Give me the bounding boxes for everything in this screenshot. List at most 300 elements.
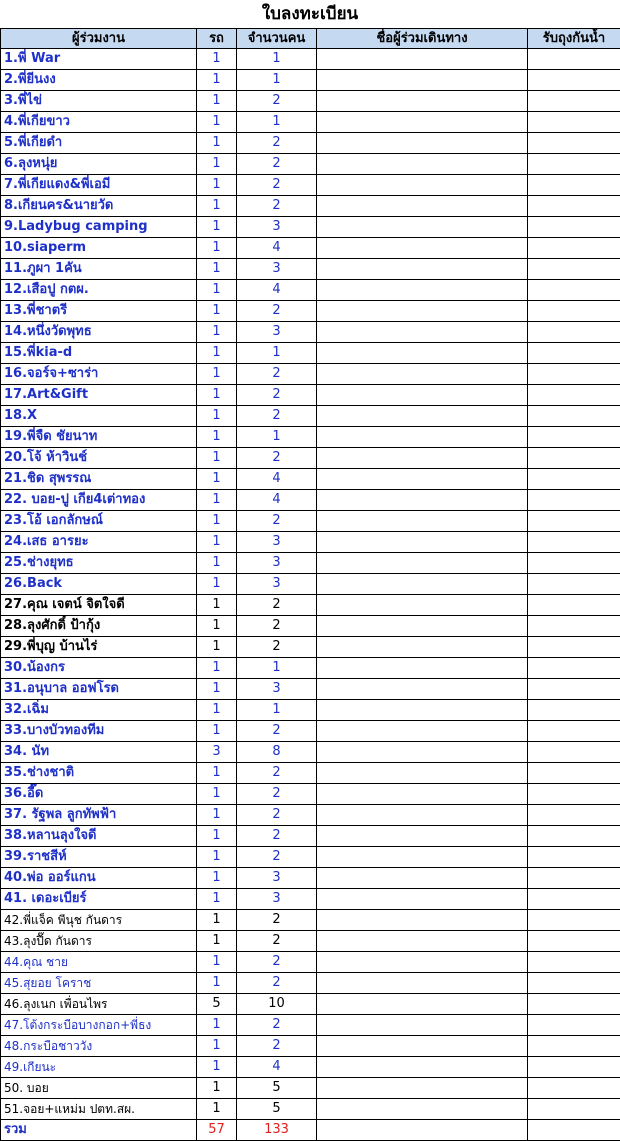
people-cell[interactable]: 2 bbox=[237, 847, 317, 868]
companions-cell[interactable] bbox=[317, 511, 528, 532]
cars-cell[interactable]: 1 bbox=[197, 280, 237, 301]
cars-cell[interactable]: 1 bbox=[197, 595, 237, 616]
waterproof-bag-cell[interactable] bbox=[528, 448, 620, 469]
table-row bbox=[1, 364, 620, 385]
participant-cell[interactable]: 19.พี่จืด ชัยนาท bbox=[1, 427, 197, 448]
people-cell[interactable]: 5 bbox=[237, 1099, 317, 1120]
cars-cell[interactable]: 1 bbox=[197, 847, 237, 868]
waterproof-bag-cell[interactable] bbox=[528, 868, 620, 889]
companions-cell[interactable] bbox=[317, 406, 528, 427]
participant-cell[interactable]: 40.พ่อ ออร์แกน bbox=[1, 868, 197, 889]
total-companions-cell[interactable] bbox=[317, 1120, 528, 1141]
people-cell[interactable]: 4 bbox=[237, 469, 317, 490]
cars-cell[interactable]: 1 bbox=[197, 679, 237, 700]
people-cell[interactable]: 2 bbox=[237, 91, 317, 112]
companions-cell[interactable] bbox=[317, 364, 528, 385]
waterproof-bag-cell[interactable] bbox=[528, 805, 620, 826]
companions-cell[interactable] bbox=[317, 910, 528, 931]
waterproof-bag-cell[interactable] bbox=[528, 847, 620, 868]
companions-cell[interactable] bbox=[317, 427, 528, 448]
companions-cell[interactable] bbox=[317, 595, 528, 616]
companions-cell[interactable] bbox=[317, 973, 528, 994]
participant-cell[interactable]: 29.พี่บุญ บ้านไร่ bbox=[1, 637, 197, 658]
companions-cell[interactable] bbox=[317, 784, 528, 805]
people-cell[interactable]: 2 bbox=[237, 826, 317, 847]
participant-cell[interactable]: 24.เสธ อารยะ bbox=[1, 532, 197, 553]
cars-cell[interactable]: 1 bbox=[197, 784, 237, 805]
companions-cell[interactable] bbox=[317, 1057, 528, 1078]
companions-cell[interactable] bbox=[317, 1078, 528, 1099]
cars-cell[interactable]: 1 bbox=[197, 868, 237, 889]
people-cell[interactable]: 10 bbox=[237, 994, 317, 1015]
companions-cell[interactable] bbox=[317, 805, 528, 826]
companions-cell[interactable] bbox=[317, 931, 528, 952]
people-cell[interactable]: 8 bbox=[237, 742, 317, 763]
participant-cell[interactable]: 8.เกียนคร&นายวัด bbox=[1, 196, 197, 217]
cars-cell[interactable]: 1 bbox=[197, 112, 237, 133]
companions-cell[interactable] bbox=[317, 217, 528, 238]
cars-cell[interactable]: 1 bbox=[197, 973, 237, 994]
participant-cell[interactable]: 32.เฉิ่ม bbox=[1, 700, 197, 721]
cars-cell[interactable]: 1 bbox=[197, 175, 237, 196]
table-row bbox=[1, 847, 620, 868]
people-cell[interactable]: 2 bbox=[237, 721, 317, 742]
people-cell[interactable]: 4 bbox=[237, 1057, 317, 1078]
table-row bbox=[1, 889, 620, 910]
cars-cell[interactable]: 1 bbox=[197, 1036, 237, 1057]
table-body bbox=[1, 49, 620, 1141]
participant-cell[interactable]: 22. บอย-ปู เกีย4เต่าทอง bbox=[1, 490, 197, 511]
participant-cell[interactable]: 42.พี่แจ็ค พีนุช กันดาร bbox=[1, 910, 197, 931]
companions-cell[interactable] bbox=[317, 385, 528, 406]
waterproof-bag-cell[interactable] bbox=[528, 574, 620, 595]
waterproof-bag-cell[interactable] bbox=[528, 1057, 620, 1078]
companions-cell[interactable] bbox=[317, 259, 528, 280]
participant-cell[interactable]: 36.อี๊ด bbox=[1, 784, 197, 805]
header-participant[interactable]: ผู้ร่วมงาน bbox=[1, 29, 197, 49]
companions-cell[interactable] bbox=[317, 847, 528, 868]
table-row bbox=[1, 70, 620, 91]
participant-cell[interactable]: 25.ช่างยุทธ bbox=[1, 553, 197, 574]
companions-cell[interactable] bbox=[317, 280, 528, 301]
people-cell[interactable]: 1 bbox=[237, 49, 317, 70]
participant-cell[interactable]: 1.พี่ War bbox=[1, 49, 197, 70]
participant-cell[interactable]: 9.Ladybug camping bbox=[1, 217, 197, 238]
header-companions[interactable]: ชื่อผู้ร่วมเดินทาง bbox=[317, 29, 528, 49]
table-row bbox=[1, 1057, 620, 1078]
waterproof-bag-cell[interactable] bbox=[528, 259, 620, 280]
people-cell[interactable]: 2 bbox=[237, 175, 317, 196]
people-cell[interactable]: 1 bbox=[237, 658, 317, 679]
waterproof-bag-cell[interactable] bbox=[528, 784, 620, 805]
companions-cell[interactable] bbox=[317, 343, 528, 364]
people-cell[interactable]: 2 bbox=[237, 1036, 317, 1057]
people-cell[interactable]: 1 bbox=[237, 343, 317, 364]
cars-cell[interactable]: 5 bbox=[197, 994, 237, 1015]
cars-cell[interactable]: 1 bbox=[197, 364, 237, 385]
cars-cell[interactable]: 1 bbox=[197, 133, 237, 154]
people-cell[interactable]: 2 bbox=[237, 784, 317, 805]
waterproof-bag-cell[interactable] bbox=[528, 973, 620, 994]
waterproof-bag-cell[interactable] bbox=[528, 721, 620, 742]
participant-cell[interactable]: 41. เดอะเบียร์ bbox=[1, 889, 197, 910]
people-cell[interactable]: 2 bbox=[237, 616, 317, 637]
waterproof-bag-cell[interactable] bbox=[528, 154, 620, 175]
people-cell[interactable]: 2 bbox=[237, 910, 317, 931]
companions-cell[interactable] bbox=[317, 574, 528, 595]
companions-cell[interactable] bbox=[317, 112, 528, 133]
companions-cell[interactable] bbox=[317, 490, 528, 511]
people-cell[interactable]: 1 bbox=[237, 112, 317, 133]
table-row bbox=[1, 385, 620, 406]
table-row bbox=[1, 784, 620, 805]
waterproof-bag-cell[interactable] bbox=[528, 637, 620, 658]
people-cell[interactable]: 2 bbox=[237, 595, 317, 616]
participant-cell[interactable]: 17.Art&Gift bbox=[1, 385, 197, 406]
participant-cell[interactable]: 15.พี่kia-d bbox=[1, 343, 197, 364]
companions-cell[interactable] bbox=[317, 70, 528, 91]
people-cell[interactable]: 3 bbox=[237, 553, 317, 574]
companions-cell[interactable] bbox=[317, 196, 528, 217]
table-row bbox=[1, 994, 620, 1015]
waterproof-bag-cell[interactable] bbox=[528, 196, 620, 217]
waterproof-bag-cell[interactable] bbox=[528, 889, 620, 910]
cars-cell[interactable]: 1 bbox=[197, 700, 237, 721]
header-waterproof-bag[interactable]: รับถุงกันน้ำ bbox=[528, 29, 620, 49]
table-row bbox=[1, 679, 620, 700]
participant-cell[interactable]: 27.คุณ เจตน์ จิตใจดี bbox=[1, 595, 197, 616]
people-cell[interactable]: 2 bbox=[237, 406, 317, 427]
people-cell[interactable]: 2 bbox=[237, 385, 317, 406]
cars-cell[interactable]: 1 bbox=[197, 574, 237, 595]
cars-cell[interactable]: 1 bbox=[197, 826, 237, 847]
companions-cell[interactable] bbox=[317, 448, 528, 469]
waterproof-bag-cell[interactable] bbox=[528, 1078, 620, 1099]
participant-cell[interactable]: 14.หนึ่งวัดพุทธ bbox=[1, 322, 197, 343]
table-row bbox=[1, 532, 620, 553]
people-cell[interactable]: 2 bbox=[237, 301, 317, 322]
cars-cell[interactable]: 1 bbox=[197, 532, 237, 553]
waterproof-bag-cell[interactable] bbox=[528, 1099, 620, 1120]
people-cell[interactable]: 2 bbox=[237, 805, 317, 826]
waterproof-bag-cell[interactable] bbox=[528, 280, 620, 301]
participant-cell[interactable]: 4.พี่เกียขาว bbox=[1, 112, 197, 133]
companions-cell[interactable] bbox=[317, 868, 528, 889]
cars-cell[interactable]: 1 bbox=[197, 196, 237, 217]
waterproof-bag-cell[interactable] bbox=[528, 532, 620, 553]
companions-cell[interactable] bbox=[317, 1036, 528, 1057]
waterproof-bag-cell[interactable] bbox=[528, 301, 620, 322]
cars-cell[interactable]: 1 bbox=[197, 469, 237, 490]
table-row bbox=[1, 133, 620, 154]
waterproof-bag-cell[interactable] bbox=[528, 1036, 620, 1057]
people-cell[interactable]: 3 bbox=[237, 322, 317, 343]
people-cell[interactable]: 2 bbox=[237, 1015, 317, 1036]
cars-cell[interactable]: 1 bbox=[197, 763, 237, 784]
cars-cell[interactable]: 1 bbox=[197, 406, 237, 427]
companions-cell[interactable] bbox=[317, 1015, 528, 1036]
table-row bbox=[1, 280, 620, 301]
participant-cell[interactable]: 31.อนุบาล ออฟโรด bbox=[1, 679, 197, 700]
waterproof-bag-cell[interactable] bbox=[528, 322, 620, 343]
total-label[interactable]: รวม bbox=[1, 1120, 197, 1141]
cars-cell[interactable]: 1 bbox=[197, 448, 237, 469]
companions-cell[interactable] bbox=[317, 889, 528, 910]
people-cell[interactable]: 3 bbox=[237, 574, 317, 595]
participant-cell[interactable]: 21.ชิด สุพรรณ bbox=[1, 469, 197, 490]
people-cell[interactable]: 2 bbox=[237, 448, 317, 469]
header-people[interactable]: จำนวนคน bbox=[237, 29, 317, 49]
companions-cell[interactable] bbox=[317, 994, 528, 1015]
participant-cell[interactable]: 50. บอย bbox=[1, 1078, 197, 1099]
participant-cell[interactable]: 2.พี่ยีนงง bbox=[1, 70, 197, 91]
companions-cell[interactable] bbox=[317, 301, 528, 322]
cars-cell[interactable]: 1 bbox=[197, 1099, 237, 1120]
waterproof-bag-cell[interactable] bbox=[528, 133, 620, 154]
cars-cell[interactable]: 3 bbox=[197, 742, 237, 763]
participant-cell[interactable]: 20.โจ้ ห้าวินช์ bbox=[1, 448, 197, 469]
people-cell[interactable]: 2 bbox=[237, 133, 317, 154]
participant-cell[interactable]: 11.ภูผา 1คัน bbox=[1, 259, 197, 280]
people-cell[interactable]: 2 bbox=[237, 973, 317, 994]
companions-cell[interactable] bbox=[317, 658, 528, 679]
people-cell[interactable]: 3 bbox=[237, 532, 317, 553]
table-row bbox=[1, 553, 620, 574]
table-row bbox=[1, 700, 620, 721]
people-cell[interactable]: 4 bbox=[237, 490, 317, 511]
cars-cell[interactable]: 1 bbox=[197, 931, 237, 952]
companions-cell[interactable] bbox=[317, 49, 528, 70]
participant-cell[interactable]: 23.โอ้ เอกลักษณ์ bbox=[1, 511, 197, 532]
total-cars[interactable]: 57 bbox=[197, 1120, 237, 1141]
table-row bbox=[1, 343, 620, 364]
cars-cell[interactable]: 1 bbox=[197, 721, 237, 742]
cars-cell[interactable]: 1 bbox=[197, 427, 237, 448]
participant-cell[interactable]: 45.สุยอย โคราช bbox=[1, 973, 197, 994]
table-row bbox=[1, 49, 620, 70]
header-cars[interactable]: รถ bbox=[197, 29, 237, 49]
cars-cell[interactable]: 1 bbox=[197, 343, 237, 364]
companions-cell[interactable] bbox=[317, 616, 528, 637]
participant-cell[interactable]: 16.จอร์จ+ซาร่า bbox=[1, 364, 197, 385]
people-cell[interactable]: 4 bbox=[237, 238, 317, 259]
participant-cell[interactable]: 47.โต้งกระบือบางกอก+พี่ธง bbox=[1, 1015, 197, 1036]
participant-cell[interactable]: 33.บางบัวทองทีม bbox=[1, 721, 197, 742]
waterproof-bag-cell[interactable] bbox=[528, 364, 620, 385]
table-row bbox=[1, 574, 620, 595]
table-row bbox=[1, 217, 620, 238]
waterproof-bag-cell[interactable] bbox=[528, 742, 620, 763]
participant-cell[interactable]: 43.ลุงปื๊ด กันดาร bbox=[1, 931, 197, 952]
total-waterproof-bag-cell[interactable] bbox=[528, 1120, 620, 1141]
participant-cell[interactable]: 46.ลุงเนก เพื่อนไพร bbox=[1, 994, 197, 1015]
waterproof-bag-cell[interactable] bbox=[528, 595, 620, 616]
table-row bbox=[1, 868, 620, 889]
people-cell[interactable]: 2 bbox=[237, 763, 317, 784]
table-row bbox=[1, 259, 620, 280]
companions-cell[interactable] bbox=[317, 238, 528, 259]
people-cell[interactable]: 3 bbox=[237, 217, 317, 238]
people-cell[interactable]: 2 bbox=[237, 952, 317, 973]
table-row bbox=[1, 301, 620, 322]
cars-cell[interactable]: 1 bbox=[197, 49, 237, 70]
sheet-title: ใบลงทะเบียน bbox=[0, 0, 620, 28]
participant-cell[interactable]: 7.พี่เกียแดง&พี่เอมี bbox=[1, 175, 197, 196]
companions-cell[interactable] bbox=[317, 679, 528, 700]
cars-cell[interactable]: 1 bbox=[197, 91, 237, 112]
people-cell[interactable]: 2 bbox=[237, 637, 317, 658]
table-row bbox=[1, 910, 620, 931]
waterproof-bag-cell[interactable] bbox=[528, 511, 620, 532]
participant-cell[interactable]: 39.ราชสีห์ bbox=[1, 847, 197, 868]
waterproof-bag-cell[interactable] bbox=[528, 385, 620, 406]
table-row bbox=[1, 91, 620, 112]
companions-cell[interactable] bbox=[317, 1099, 528, 1120]
cars-cell[interactable]: 1 bbox=[197, 952, 237, 973]
waterproof-bag-cell[interactable] bbox=[528, 469, 620, 490]
participant-cell[interactable]: 5.พี่เกียดำ bbox=[1, 133, 197, 154]
waterproof-bag-cell[interactable] bbox=[528, 91, 620, 112]
companions-cell[interactable] bbox=[317, 154, 528, 175]
participant-cell[interactable]: 28.ลุงศักดิ์ ป้ากุ้ง bbox=[1, 616, 197, 637]
companions-cell[interactable] bbox=[317, 469, 528, 490]
waterproof-bag-cell[interactable] bbox=[528, 343, 620, 364]
companions-cell[interactable] bbox=[317, 721, 528, 742]
cars-cell[interactable]: 1 bbox=[197, 1015, 237, 1036]
table-row bbox=[1, 469, 620, 490]
people-cell[interactable]: 3 bbox=[237, 259, 317, 280]
participant-cell[interactable]: 30.น้องกร bbox=[1, 658, 197, 679]
companions-cell[interactable] bbox=[317, 532, 528, 553]
waterproof-bag-cell[interactable] bbox=[528, 175, 620, 196]
cars-cell[interactable]: 1 bbox=[197, 301, 237, 322]
participant-cell[interactable]: 3.พี่ไข่ bbox=[1, 91, 197, 112]
waterproof-bag-cell[interactable] bbox=[528, 112, 620, 133]
waterproof-bag-cell[interactable] bbox=[528, 910, 620, 931]
waterproof-bag-cell[interactable] bbox=[528, 217, 620, 238]
table-row bbox=[1, 763, 620, 784]
cars-cell[interactable]: 1 bbox=[197, 154, 237, 175]
cars-cell[interactable]: 1 bbox=[197, 553, 237, 574]
cars-cell[interactable]: 1 bbox=[197, 259, 237, 280]
cars-cell[interactable]: 1 bbox=[197, 385, 237, 406]
waterproof-bag-cell[interactable] bbox=[528, 679, 620, 700]
waterproof-bag-cell[interactable] bbox=[528, 553, 620, 574]
people-cell[interactable]: 1 bbox=[237, 70, 317, 91]
people-cell[interactable]: 2 bbox=[237, 196, 317, 217]
participant-cell[interactable]: 34. นัท bbox=[1, 742, 197, 763]
participant-cell[interactable]: 35.ช่างชาติ bbox=[1, 763, 197, 784]
cars-cell[interactable]: 1 bbox=[197, 1057, 237, 1078]
waterproof-bag-cell[interactable] bbox=[528, 406, 620, 427]
companions-cell[interactable] bbox=[317, 553, 528, 574]
table-row bbox=[1, 490, 620, 511]
people-cell[interactable]: 3 bbox=[237, 868, 317, 889]
people-cell[interactable]: 4 bbox=[237, 280, 317, 301]
cars-cell[interactable]: 1 bbox=[197, 490, 237, 511]
people-cell[interactable]: 3 bbox=[237, 679, 317, 700]
companions-cell[interactable] bbox=[317, 637, 528, 658]
cars-cell[interactable]: 1 bbox=[197, 322, 237, 343]
participant-cell[interactable]: 49.เกียนะ bbox=[1, 1057, 197, 1078]
cars-cell[interactable]: 1 bbox=[197, 805, 237, 826]
cars-cell[interactable]: 1 bbox=[197, 511, 237, 532]
companions-cell[interactable] bbox=[317, 700, 528, 721]
waterproof-bag-cell[interactable] bbox=[528, 658, 620, 679]
companions-cell[interactable] bbox=[317, 175, 528, 196]
companions-cell[interactable] bbox=[317, 763, 528, 784]
total-people[interactable]: 133 bbox=[237, 1120, 317, 1141]
table-row bbox=[1, 1015, 620, 1036]
people-cell[interactable]: 2 bbox=[237, 364, 317, 385]
waterproof-bag-cell[interactable] bbox=[528, 616, 620, 637]
people-cell[interactable]: 2 bbox=[237, 511, 317, 532]
cars-cell[interactable]: 1 bbox=[197, 910, 237, 931]
waterproof-bag-cell[interactable] bbox=[528, 238, 620, 259]
waterproof-bag-cell[interactable] bbox=[528, 1015, 620, 1036]
companions-cell[interactable] bbox=[317, 133, 528, 154]
waterproof-bag-cell[interactable] bbox=[528, 490, 620, 511]
waterproof-bag-cell[interactable] bbox=[528, 763, 620, 784]
cars-cell[interactable]: 1 bbox=[197, 238, 237, 259]
table-row bbox=[1, 154, 620, 175]
companions-cell[interactable] bbox=[317, 322, 528, 343]
cars-cell[interactable]: 1 bbox=[197, 616, 237, 637]
people-cell[interactable]: 5 bbox=[237, 1078, 317, 1099]
table-row bbox=[1, 826, 620, 847]
companions-cell[interactable] bbox=[317, 952, 528, 973]
table-row bbox=[1, 637, 620, 658]
waterproof-bag-cell[interactable] bbox=[528, 994, 620, 1015]
table-row bbox=[1, 616, 620, 637]
companions-cell[interactable] bbox=[317, 742, 528, 763]
participant-cell[interactable]: 13.พี่ชาตรี bbox=[1, 301, 197, 322]
people-cell[interactable]: 1 bbox=[237, 427, 317, 448]
cars-cell[interactable]: 1 bbox=[197, 889, 237, 910]
waterproof-bag-cell[interactable] bbox=[528, 700, 620, 721]
waterproof-bag-cell[interactable] bbox=[528, 70, 620, 91]
participant-cell[interactable]: 12.เสือปู กตผ. bbox=[1, 280, 197, 301]
waterproof-bag-cell[interactable] bbox=[528, 427, 620, 448]
participant-cell[interactable]: 38.หลานลุงใจดี bbox=[1, 826, 197, 847]
waterproof-bag-cell[interactable] bbox=[528, 826, 620, 847]
companions-cell[interactable] bbox=[317, 91, 528, 112]
participant-cell[interactable]: 26.Back bbox=[1, 574, 197, 595]
people-cell[interactable]: 3 bbox=[237, 889, 317, 910]
waterproof-bag-cell[interactable] bbox=[528, 49, 620, 70]
participant-cell[interactable]: 44.คุณ ชาย bbox=[1, 952, 197, 973]
participant-cell[interactable]: 48.กระบือชาววัง bbox=[1, 1036, 197, 1057]
table-row bbox=[1, 448, 620, 469]
participant-cell[interactable]: 10.siaperm bbox=[1, 238, 197, 259]
people-cell[interactable]: 1 bbox=[237, 700, 317, 721]
cars-cell[interactable]: 1 bbox=[197, 1078, 237, 1099]
participant-cell[interactable]: 51.จอย+แหม่ม ปตท.สผ. bbox=[1, 1099, 197, 1120]
people-cell[interactable]: 2 bbox=[237, 154, 317, 175]
table-row bbox=[1, 196, 620, 217]
waterproof-bag-cell[interactable] bbox=[528, 931, 620, 952]
participant-cell[interactable]: 6.ลุงหนุ่ย bbox=[1, 154, 197, 175]
waterproof-bag-cell[interactable] bbox=[528, 952, 620, 973]
cars-cell[interactable]: 1 bbox=[197, 70, 237, 91]
participant-cell[interactable]: 18.X bbox=[1, 406, 197, 427]
participant-cell[interactable]: 37. รัฐพล ลูกทัพฟ้า bbox=[1, 805, 197, 826]
cars-cell[interactable]: 1 bbox=[197, 658, 237, 679]
cars-cell[interactable]: 1 bbox=[197, 637, 237, 658]
people-cell[interactable]: 2 bbox=[237, 931, 317, 952]
companions-cell[interactable] bbox=[317, 826, 528, 847]
cars-cell[interactable]: 1 bbox=[197, 217, 237, 238]
